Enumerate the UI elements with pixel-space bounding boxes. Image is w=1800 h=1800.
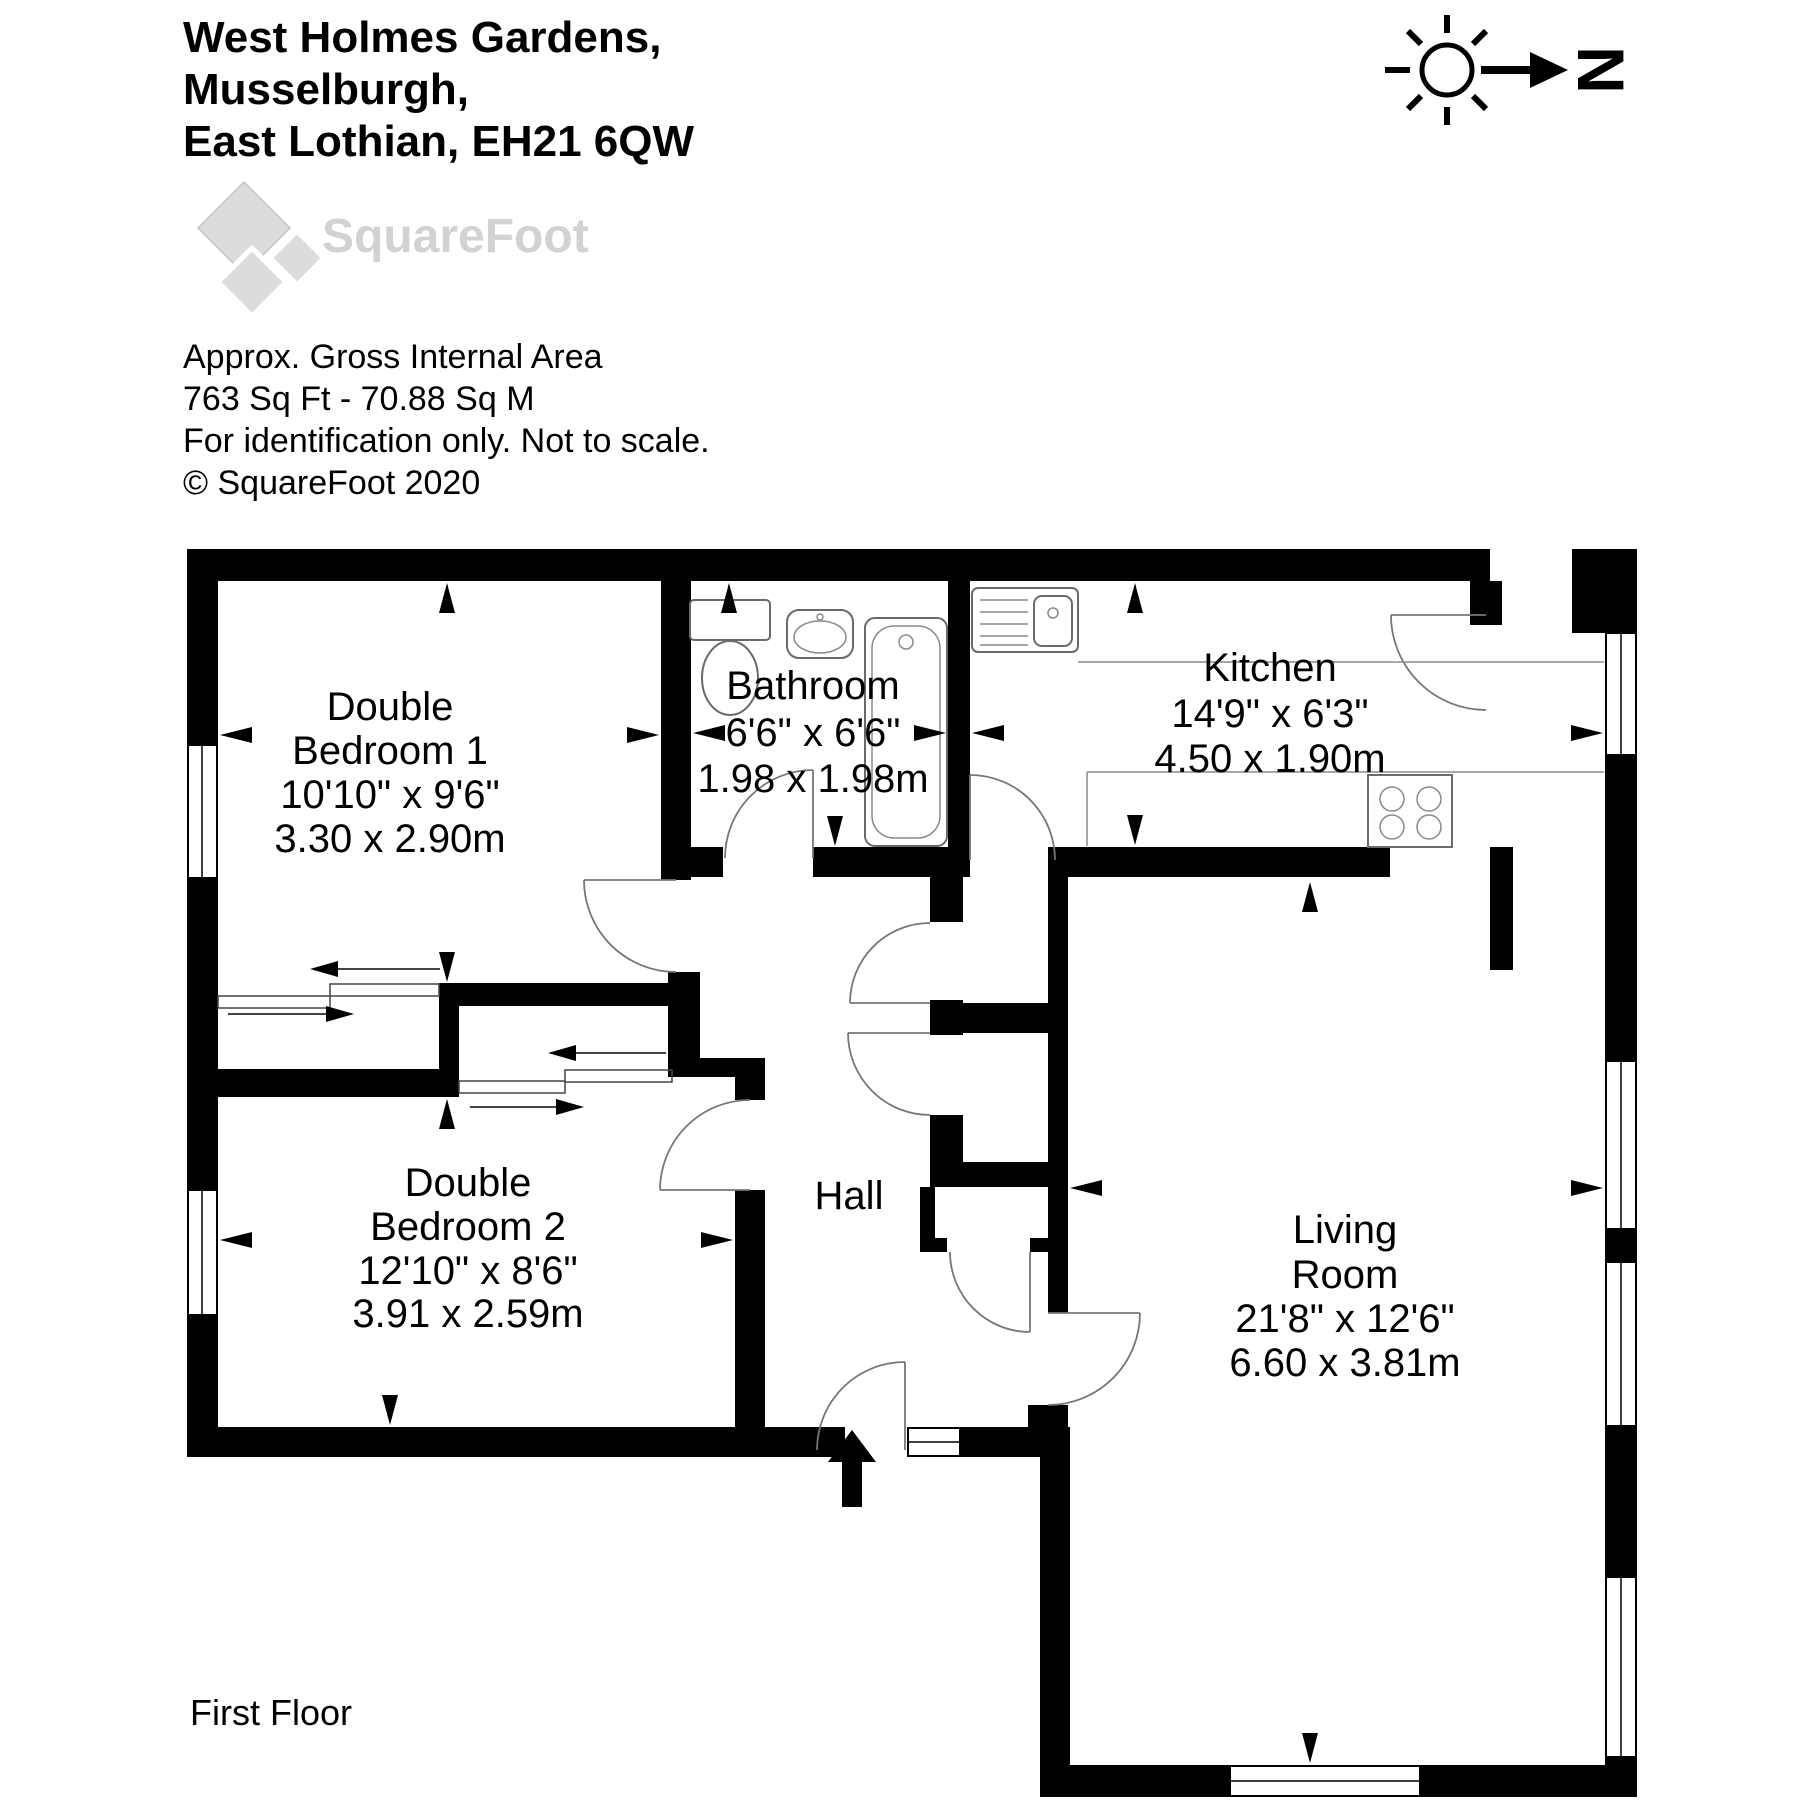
- bedroom2-dims-m: 3.91 x 2.59m: [352, 1292, 584, 1336]
- window-entrance-side: [908, 1428, 960, 1456]
- area-line-3: For identification only. Not to scale.: [183, 422, 710, 460]
- door-hall-cupboard-1: [850, 923, 930, 1003]
- area-line-2: 763 Sq Ft - 70.88 Sq M: [183, 380, 535, 418]
- window-extension-bottom: [1230, 1766, 1420, 1796]
- bedroom1-name-1: Double: [326, 685, 454, 729]
- label-hall: [815, 1174, 884, 1218]
- label-bathroom: [697, 664, 928, 801]
- bedroom1-dims-m: 3.30 x 2.90m: [274, 817, 506, 861]
- bathroom-name: Bathroom: [726, 664, 900, 708]
- kitchen-dims-m: 4.50 x 1.90m: [1154, 737, 1386, 781]
- door-kitchen: [970, 775, 1055, 860]
- address-line-2: Musselburgh,: [183, 65, 470, 114]
- kitchen-name: Kitchen: [1203, 646, 1337, 690]
- wardrobe2-track: [459, 1045, 672, 1115]
- compass-sun-icon: [1422, 45, 1472, 95]
- bathroom-dims-ft: 6'6" x 6'6": [725, 711, 901, 755]
- door-hall-cupboard-2: [848, 1033, 930, 1115]
- bedroom2-name-1: Double: [404, 1161, 532, 1205]
- label-kitchen: [1154, 646, 1385, 781]
- label-living-room: [1229, 1208, 1460, 1385]
- window-kitchen-right: [1606, 633, 1636, 755]
- area-line-1: Approx. Gross Internal Area: [183, 338, 603, 376]
- basin-icon: [787, 610, 853, 658]
- window-extension-right: [1606, 1577, 1636, 1757]
- north-label: N: [1564, 46, 1638, 94]
- slide-arrow-right-icon: [470, 1099, 584, 1115]
- living-name-2: Room: [1291, 1253, 1399, 1297]
- living-dims-m: 6.60 x 3.81m: [1229, 1341, 1461, 1385]
- living-dims-ft: 21'8" x 12'6": [1235, 1297, 1455, 1341]
- north-arrow-icon: [1481, 52, 1568, 88]
- hall-name: Hall: [814, 1174, 884, 1218]
- bedroom2-dims-ft: 12'10" x 8'6": [358, 1249, 578, 1293]
- compass: [1385, 15, 1638, 125]
- bathroom-dims-m: 1.98 x 1.98m: [697, 757, 929, 801]
- door-bedroom2: [660, 1100, 750, 1190]
- door-bedroom1: [584, 880, 676, 972]
- window-bedroom2: [188, 1190, 217, 1315]
- bedroom1-name-2: Bedroom 1: [292, 729, 488, 773]
- area-line-4: © SquareFoot 2020: [183, 464, 481, 502]
- window-living-right-1: [1606, 1061, 1636, 1229]
- living-name-1: Living: [1292, 1208, 1398, 1252]
- squarefoot-logo-text: SquareFoot: [322, 210, 589, 263]
- wardrobe1-track: [218, 961, 440, 1022]
- kitchen-sink-icon: [972, 588, 1078, 652]
- slide-arrow-left-icon: [548, 1045, 666, 1061]
- bedroom2-name-2: Bedroom 2: [370, 1205, 566, 1249]
- hob-icon: [1368, 775, 1452, 847]
- label-bedroom2: [352, 1161, 583, 1336]
- door-living-room: [1048, 1313, 1140, 1405]
- floor-label: First Floor: [190, 1692, 352, 1733]
- bedroom1-dims-ft: 10'10" x 9'6": [280, 773, 500, 817]
- address-block: [183, 13, 694, 166]
- address-line-3: East Lothian, EH21 6QW: [183, 117, 694, 166]
- squarefoot-logo-icon: [198, 182, 324, 316]
- area-block: [183, 338, 710, 502]
- window-bedroom1: [188, 745, 217, 878]
- label-bedroom1: [274, 685, 505, 861]
- door-hall-vestibule: [950, 1252, 1030, 1332]
- window-living-right-2: [1606, 1262, 1636, 1426]
- slide-arrow-left-icon: [310, 961, 440, 977]
- kitchen-dims-ft: 14'9" x 6'3": [1171, 692, 1369, 736]
- address-line-1: West Holmes Gardens,: [183, 13, 662, 62]
